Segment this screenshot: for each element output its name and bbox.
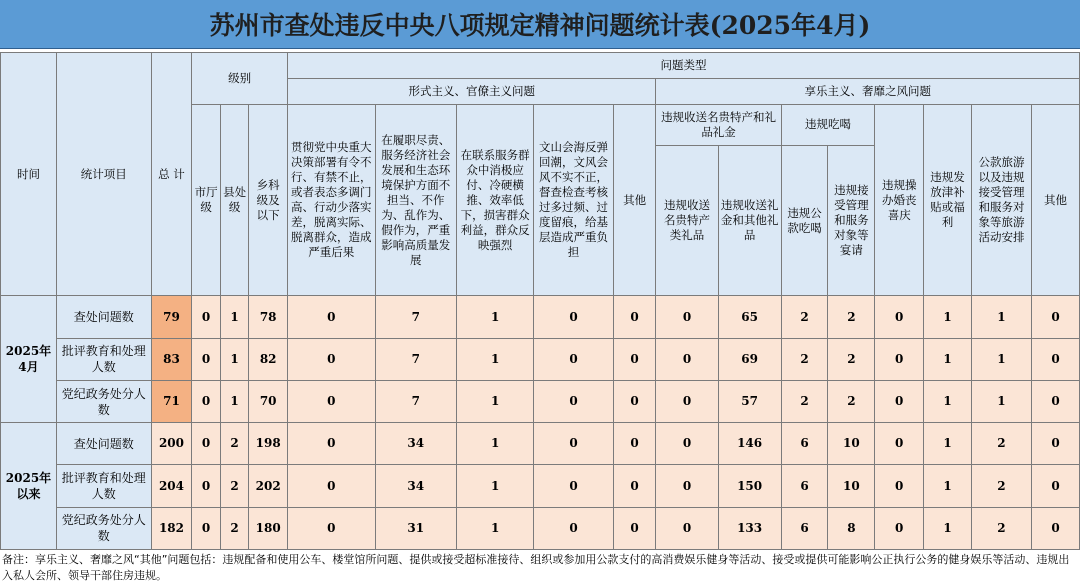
value-cell: 7	[375, 380, 456, 422]
value-cell: 1	[924, 465, 972, 507]
value-cell: 0	[1032, 296, 1080, 338]
header-gift: 违规收送名贵特产和礼品礼金	[656, 105, 781, 145]
value-cell: 70	[249, 380, 288, 422]
header-formalism-1: 贯彻党中央重大决策部署有令不行、有禁不止，或者表态多调门高、行动少落实差，脱离实际、脱离群众，造成严重后果	[288, 105, 376, 296]
value-cell: 8	[828, 507, 875, 549]
table-row	[1, 507, 1080, 549]
value-cell: 146	[718, 423, 781, 465]
value-cell: 1	[456, 507, 533, 549]
value-cell: 0	[534, 423, 613, 465]
value-cell: 2	[828, 380, 875, 422]
value-cell: 1	[220, 296, 249, 338]
value-cell: 0	[192, 507, 221, 549]
value-cell: 2	[828, 338, 875, 380]
value-cell: 0	[656, 465, 718, 507]
value-cell: 1	[456, 338, 533, 380]
value-cell: 2	[971, 507, 1031, 549]
value-cell: 7	[375, 338, 456, 380]
value-cell: 2	[828, 296, 875, 338]
header-hedonism-4: 违规发放津补贴或福利	[924, 105, 972, 296]
value-cell: 2	[220, 423, 249, 465]
header-county-level: 县处级	[220, 105, 249, 296]
value-cell: 2	[781, 296, 828, 338]
value-cell: 2	[220, 507, 249, 549]
value-cell: 1	[456, 465, 533, 507]
value-cell: 0	[656, 507, 718, 549]
value-cell: 1	[924, 338, 972, 380]
header-gift-2: 违规收送礼金和其他礼品	[718, 145, 781, 296]
total-cell: 79	[151, 296, 192, 338]
page-title: 苏州市查处违反中央八项规定精神问题统计表(2025年4月)	[0, 0, 1080, 49]
value-cell: 180	[249, 507, 288, 549]
header-eat: 违规吃喝	[781, 105, 875, 145]
row-item-label: 批评教育和处理人数	[56, 465, 151, 507]
value-cell: 1	[456, 423, 533, 465]
header-hedonism-5: 公款旅游以及违规接受管理和服务对象等旅游活动安排	[971, 105, 1031, 296]
value-cell: 0	[656, 380, 718, 422]
value-cell: 0	[192, 338, 221, 380]
total-cell: 71	[151, 380, 192, 422]
value-cell: 0	[288, 423, 376, 465]
table-row	[1, 338, 1080, 380]
header-formalism-2: 在履职尽责、服务经济社会发展和生态环境保护方面不担当、不作为、乱作为、假作为，严重影响高质量发展	[375, 105, 456, 296]
value-cell: 0	[288, 507, 376, 549]
value-cell: 0	[875, 465, 924, 507]
value-cell: 78	[249, 296, 288, 338]
value-cell: 0	[875, 423, 924, 465]
value-cell: 6	[781, 465, 828, 507]
value-cell: 1	[924, 423, 972, 465]
value-cell: 1	[456, 380, 533, 422]
value-cell: 0	[613, 423, 656, 465]
value-cell: 69	[718, 338, 781, 380]
value-cell: 34	[375, 465, 456, 507]
value-cell: 0	[613, 380, 656, 422]
value-cell: 0	[288, 380, 376, 422]
value-cell: 31	[375, 507, 456, 549]
header-city-level: 市厅级	[192, 105, 221, 296]
table-row	[1, 465, 1080, 507]
value-cell: 57	[718, 380, 781, 422]
value-cell: 0	[613, 296, 656, 338]
value-cell: 198	[249, 423, 288, 465]
header-hedonism-3: 违规操办婚丧喜庆	[875, 105, 924, 296]
value-cell: 0	[192, 296, 221, 338]
value-cell: 0	[613, 507, 656, 549]
value-cell: 1	[924, 507, 972, 549]
total-cell: 204	[151, 465, 192, 507]
value-cell: 1	[971, 380, 1031, 422]
row-item-label: 党纪政务处分人数	[56, 380, 151, 422]
header-total: 总 计	[151, 53, 192, 296]
value-cell: 0	[656, 423, 718, 465]
value-cell: 0	[656, 296, 718, 338]
value-cell: 0	[288, 338, 376, 380]
value-cell: 1	[924, 296, 972, 338]
value-cell: 1	[220, 338, 249, 380]
value-cell: 0	[1032, 507, 1080, 549]
value-cell: 0	[1032, 380, 1080, 422]
value-cell: 0	[875, 338, 924, 380]
header-hedonism: 享乐主义、奢靡之风问题	[656, 79, 1080, 105]
value-cell: 0	[875, 507, 924, 549]
header-gift-1: 违规收送名贵特产类礼品	[656, 145, 718, 296]
value-cell: 2	[781, 380, 828, 422]
value-cell: 0	[1032, 465, 1080, 507]
header-formalism-other: 其他	[613, 105, 656, 296]
value-cell: 202	[249, 465, 288, 507]
value-cell: 0	[613, 465, 656, 507]
table-row	[1, 423, 1080, 465]
footnote: 备注：享乐主义、奢靡之风“其他”问题包括：违规配备和使用公车、楼堂馆所问题、提供或接受超标准接待、组织或参加用公款支付的高消费娱乐健身等活动、接受或提供可能影响公正执行公务的健身娱乐等活动、违规出入私人会所、领导干部住房违规。	[0, 552, 1080, 586]
statistics-table	[0, 52, 1080, 550]
total-cell: 200	[151, 423, 192, 465]
header-formalism: 形式主义、官僚主义问题	[288, 79, 656, 105]
value-cell: 0	[656, 338, 718, 380]
table-row	[1, 296, 1080, 338]
value-cell: 10	[828, 423, 875, 465]
row-item-label: 党纪政务处分人数	[56, 507, 151, 549]
row-item-label: 查处问题数	[56, 296, 151, 338]
value-cell: 6	[781, 507, 828, 549]
row-item-label: 批评教育和处理人数	[56, 338, 151, 380]
value-cell: 0	[288, 465, 376, 507]
value-cell: 0	[288, 296, 376, 338]
value-cell: 0	[534, 338, 613, 380]
header-eat-1: 违规公款吃喝	[781, 145, 828, 296]
value-cell: 1	[220, 380, 249, 422]
value-cell: 1	[456, 296, 533, 338]
header-township-level: 乡科级及以下	[249, 105, 288, 296]
header-formalism-3: 在联系服务群众中消极应付、冷硬横推、效率低下，损害群众利益，群众反映强烈	[456, 105, 533, 296]
period-label: 2025年4月	[1, 296, 57, 423]
row-item-label: 查处问题数	[56, 423, 151, 465]
value-cell: 0	[192, 380, 221, 422]
total-cell: 83	[151, 338, 192, 380]
header-eat-2: 违规接受管理和服务对象等宴请	[828, 145, 875, 296]
value-cell: 7	[375, 296, 456, 338]
value-cell: 150	[718, 465, 781, 507]
header-problem-type: 问题类型	[288, 53, 1080, 79]
value-cell: 2	[971, 423, 1031, 465]
value-cell: 0	[875, 296, 924, 338]
value-cell: 0	[534, 507, 613, 549]
header-item: 统计项目	[56, 53, 151, 296]
period-label: 2025年以来	[1, 423, 57, 550]
value-cell: 0	[534, 465, 613, 507]
value-cell: 133	[718, 507, 781, 549]
header-hedonism-other: 其他	[1032, 105, 1080, 296]
header-level: 级别	[192, 53, 288, 105]
value-cell: 34	[375, 423, 456, 465]
value-cell: 82	[249, 338, 288, 380]
value-cell: 0	[1032, 338, 1080, 380]
value-cell: 65	[718, 296, 781, 338]
value-cell: 0	[534, 296, 613, 338]
value-cell: 0	[875, 380, 924, 422]
value-cell: 0	[192, 423, 221, 465]
value-cell: 0	[192, 465, 221, 507]
value-cell: 10	[828, 465, 875, 507]
value-cell: 1	[971, 338, 1031, 380]
value-cell: 1	[971, 296, 1031, 338]
header-time: 时间	[1, 53, 57, 296]
value-cell: 2	[781, 338, 828, 380]
header-formalism-4: 文山会海反弹回潮，文风会风不实不正，督查检查考核过多过频、过度留痕，给基层造成严重负担	[534, 105, 613, 296]
table-row	[1, 380, 1080, 422]
value-cell: 1	[924, 380, 972, 422]
value-cell: 2	[220, 465, 249, 507]
value-cell: 0	[613, 338, 656, 380]
value-cell: 0	[534, 380, 613, 422]
value-cell: 0	[1032, 423, 1080, 465]
total-cell: 182	[151, 507, 192, 549]
value-cell: 2	[971, 465, 1031, 507]
value-cell: 6	[781, 423, 828, 465]
